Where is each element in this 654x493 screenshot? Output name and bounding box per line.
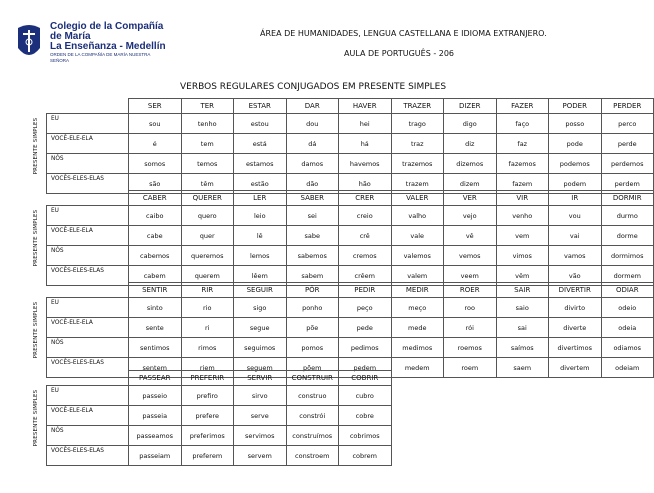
verb-header-cell: COBRIR	[339, 371, 392, 386]
conjugation-cell: passeio	[129, 386, 182, 406]
conjugation-cell: cobre	[339, 406, 392, 426]
conjugation-cell: cabe	[129, 226, 182, 246]
conjugation-cell: crê	[339, 226, 392, 246]
pronoun-label: VOCÊS-ELES-ELAS	[47, 446, 129, 466]
conjugation-cell: lê	[234, 226, 287, 246]
tense-side-label	[26, 296, 46, 364]
conjugation-cell: crêem	[339, 266, 392, 286]
conjugation-cell: lêem	[234, 266, 287, 286]
verb-header-cell: DIVERTIR	[549, 283, 602, 298]
conjugation-cell: medem	[391, 358, 444, 378]
conjugation-cell: divertem	[549, 358, 602, 378]
conjugation-cell: construímos	[286, 426, 339, 446]
school-logo	[10, 20, 170, 70]
conjugation-cell: têm	[181, 174, 234, 194]
empty-cell	[601, 386, 654, 406]
conjugation-cell: cubro	[339, 386, 392, 406]
conjugation-cell: dão	[286, 174, 339, 194]
conjugation-cell: podem	[549, 174, 602, 194]
empty-cell	[549, 371, 602, 386]
header-blank-cell	[47, 191, 129, 206]
conjugation-cell: vamos	[549, 246, 602, 266]
conjugation-cell: preferimos	[181, 426, 234, 446]
logo-line-1: Colegio de la Compañía de María	[50, 21, 164, 42]
conjugation-cell: dorme	[601, 226, 654, 246]
table-row	[47, 206, 654, 226]
conjugation-cell: é	[129, 134, 182, 154]
empty-cell	[496, 406, 549, 426]
conjugation-cell: sentimos	[129, 338, 182, 358]
conjugation-cell: odeio	[601, 298, 654, 318]
verb-header-cell: FAZER	[496, 99, 549, 114]
verb-header-cell: ODIAR	[601, 283, 654, 298]
verb-header-cell: TER	[181, 99, 234, 114]
verb-header-cell: SAIR	[496, 283, 549, 298]
conjugation-cell: hei	[339, 114, 392, 134]
conjugation-cell: podemos	[549, 154, 602, 174]
conjugation-cell: odeiam	[601, 358, 654, 378]
conjugation-cell: trago	[391, 114, 444, 134]
verb-header-cell: PODER	[549, 99, 602, 114]
pronoun-label: VOCÊ-ELE-ELA	[47, 134, 129, 154]
conjugation-cell: pode	[549, 134, 602, 154]
conjugation-table	[46, 98, 654, 194]
class-heading: AULA DE PORTUGUÊS - 206	[344, 49, 455, 58]
conjugation-cell: dizem	[444, 174, 497, 194]
verb-header-cell: PREFERIR	[181, 371, 234, 386]
conjugation-cell: são	[129, 174, 182, 194]
conjugation-cell: temos	[181, 154, 234, 174]
conjugation-cell: roo	[444, 298, 497, 318]
table-row	[47, 246, 654, 266]
verb-header-cell: VIR	[496, 191, 549, 206]
conjugation-cell: vale	[391, 226, 444, 246]
conjugation-cell: caibo	[129, 206, 182, 226]
conjugation-cell: pede	[339, 318, 392, 338]
verb-header-row	[47, 191, 654, 206]
conjugation-cell: serve	[234, 406, 287, 426]
empty-cell	[601, 446, 654, 466]
conjugation-cell: saio	[496, 298, 549, 318]
conjugation-cell: sente	[129, 318, 182, 338]
conjugation-cell: venho	[496, 206, 549, 226]
empty-cell	[549, 426, 602, 446]
header-blank-cell	[47, 99, 129, 114]
area-heading: ÁREA DE HUMANIDADES, LENGUA CASTELLANA E IDIOMA EXTRANJERO.	[260, 29, 547, 38]
verb-header-cell: DAR	[286, 99, 339, 114]
conjugation-cell: seguimos	[234, 338, 287, 358]
table-row	[47, 114, 654, 134]
conjugation-cell: está	[234, 134, 287, 154]
conjugation-cell: quero	[181, 206, 234, 226]
verb-header-cell: RIR	[181, 283, 234, 298]
conjugation-cell: perdem	[601, 174, 654, 194]
empty-cell	[391, 386, 444, 406]
verb-header-cell: TRAZER	[391, 99, 444, 114]
conjugation-cell: sai	[496, 318, 549, 338]
conjugation-cell: somos	[129, 154, 182, 174]
empty-cell	[444, 406, 497, 426]
header-blank-cell	[47, 283, 129, 298]
verb-header-row	[47, 283, 654, 298]
conjugation-cell: cobrem	[339, 446, 392, 466]
conjugation-cell: queremos	[181, 246, 234, 266]
conjugation-cell: trazemos	[391, 154, 444, 174]
verb-header-cell: MEDIR	[391, 283, 444, 298]
conjugation-cell: perco	[601, 114, 654, 134]
empty-cell	[496, 446, 549, 466]
empty-cell	[391, 446, 444, 466]
pronoun-label: NÓS	[47, 426, 129, 446]
conjugation-cell: vêm	[496, 266, 549, 286]
conjugation-cell: pedem	[339, 358, 392, 378]
conjugation-cell: sou	[129, 114, 182, 134]
conjugation-cell: posso	[549, 114, 602, 134]
verb-header-cell: ESTAR	[234, 99, 287, 114]
verb-header-cell: VALER	[391, 191, 444, 206]
verb-header-cell: CONSTRUIR	[286, 371, 339, 386]
verb-table-block	[46, 98, 654, 194]
conjugation-cell: fazem	[496, 174, 549, 194]
verb-header-cell: QUERER	[181, 191, 234, 206]
conjugation-table	[46, 190, 654, 286]
pronoun-label: EU	[47, 386, 129, 406]
conjugation-cell: prefere	[181, 406, 234, 426]
pronoun-label: EU	[47, 206, 129, 226]
conjugation-cell: cabem	[129, 266, 182, 286]
conjugation-cell: vem	[496, 226, 549, 246]
conjugation-cell: tem	[181, 134, 234, 154]
verb-header-cell: HAVER	[339, 99, 392, 114]
conjugation-cell: valho	[391, 206, 444, 226]
conjugation-cell: servem	[234, 446, 287, 466]
conjugation-cell: valemos	[391, 246, 444, 266]
conjugation-cell: servimos	[234, 426, 287, 446]
verb-header-cell: SENTIR	[129, 283, 182, 298]
conjugation-cell: há	[339, 134, 392, 154]
empty-cell	[391, 426, 444, 446]
conjugation-cell: sinto	[129, 298, 182, 318]
conjugation-cell: sentem	[129, 358, 182, 378]
verb-header-row	[47, 371, 654, 386]
empty-cell	[444, 446, 497, 466]
conjugation-cell: estou	[234, 114, 287, 134]
empty-cell	[391, 406, 444, 426]
conjugation-cell: rio	[181, 298, 234, 318]
empty-cell	[549, 446, 602, 466]
pronoun-label: VOCÊ-ELE-ELA	[47, 318, 129, 338]
conjugation-cell: constrói	[286, 406, 339, 426]
conjugation-cell: veem	[444, 266, 497, 286]
tense-side-text: PRESENTE SIMPLES	[33, 209, 39, 267]
empty-cell	[601, 406, 654, 426]
conjugation-cell: damos	[286, 154, 339, 174]
conjugation-cell: rói	[444, 318, 497, 338]
conjugation-cell: digo	[444, 114, 497, 134]
page-title: VERBOS REGULARES CONJUGADOS EM PRESENTE SIMPLES	[180, 82, 447, 92]
conjugation-cell: dá	[286, 134, 339, 154]
conjugation-cell: preferem	[181, 446, 234, 466]
tense-side-text: PRESENTE SIMPLES	[33, 389, 39, 447]
conjugation-cell: segue	[234, 318, 287, 338]
conjugation-cell: leio	[234, 206, 287, 226]
conjugation-cell: divertimos	[549, 338, 602, 358]
pronoun-label: VOCÊ-ELE-ELA	[47, 226, 129, 246]
conjugation-cell: vimos	[496, 246, 549, 266]
conjugation-cell: estão	[234, 174, 287, 194]
conjugation-cell: roem	[444, 358, 497, 378]
conjugation-cell: rimos	[181, 338, 234, 358]
conjugation-cell: sabem	[286, 266, 339, 286]
verb-table-block	[46, 190, 654, 286]
conjugation-cell: faz	[496, 134, 549, 154]
conjugation-cell: cremos	[339, 246, 392, 266]
pronoun-label: NÓS	[47, 154, 129, 174]
conjugation-cell: odeia	[601, 318, 654, 338]
conjugation-cell: hão	[339, 174, 392, 194]
verb-header-cell: PERDER	[601, 99, 654, 114]
table-row	[47, 154, 654, 174]
conjugation-cell: dormimos	[601, 246, 654, 266]
logo-line-3: ORDEN DE LA COMPAÑÍA DE MARÍA NUESTRA SEÑORA	[50, 52, 151, 63]
conjugation-cell: estamos	[234, 154, 287, 174]
conjugation-cell: odiamos	[601, 338, 654, 358]
conjugation-cell: mede	[391, 318, 444, 338]
verb-header-row	[47, 99, 654, 114]
pronoun-label: VOCÊS-ELES-ELAS	[47, 174, 129, 194]
conjugation-cell: dormem	[601, 266, 654, 286]
conjugation-cell: divirto	[549, 298, 602, 318]
conjugation-cell: durmo	[601, 206, 654, 226]
pronoun-label: VOCÊS-ELES-ELAS	[47, 358, 129, 378]
tense-side-label	[26, 112, 46, 180]
verb-table-block	[46, 282, 654, 378]
conjugation-table	[46, 370, 654, 466]
table-row	[47, 446, 654, 466]
verb-header-cell: VER	[444, 191, 497, 206]
empty-cell	[549, 386, 602, 406]
empty-cell	[391, 371, 444, 386]
conjugation-cell: vão	[549, 266, 602, 286]
empty-cell	[601, 371, 654, 386]
verb-table-block	[46, 370, 654, 466]
conjugation-table	[46, 282, 654, 378]
conjugation-cell: lemos	[234, 246, 287, 266]
verb-header-cell: PASSEAR	[129, 371, 182, 386]
pronoun-label: NÓS	[47, 338, 129, 358]
conjugation-cell: sigo	[234, 298, 287, 318]
conjugation-cell: tenho	[181, 114, 234, 134]
conjugation-cell: sirvo	[234, 386, 287, 406]
conjugation-cell: constroem	[286, 446, 339, 466]
tense-side-label	[26, 384, 46, 452]
logo-line-2: La Enseñanza - Medellín	[50, 41, 166, 52]
conjugation-cell: peço	[339, 298, 392, 318]
conjugation-cell: medimos	[391, 338, 444, 358]
tense-side-label	[26, 204, 46, 272]
conjugation-cell: fazemos	[496, 154, 549, 174]
conjugation-cell: construo	[286, 386, 339, 406]
conjugation-cell: riem	[181, 358, 234, 378]
conjugation-cell: pomos	[286, 338, 339, 358]
header-blank-cell	[47, 371, 129, 386]
verb-header-cell: DIZER	[444, 99, 497, 114]
conjugation-cell: saem	[496, 358, 549, 378]
conjugation-cell: valem	[391, 266, 444, 286]
conjugation-cell: diverte	[549, 318, 602, 338]
empty-cell	[496, 386, 549, 406]
conjugation-cell: ponho	[286, 298, 339, 318]
empty-cell	[496, 426, 549, 446]
pronoun-label: EU	[47, 298, 129, 318]
conjugation-cell: perde	[601, 134, 654, 154]
table-row	[47, 134, 654, 154]
conjugation-cell: dou	[286, 114, 339, 134]
conjugation-cell: querem	[181, 266, 234, 286]
verb-header-cell: PÔR	[286, 283, 339, 298]
crest-icon	[14, 22, 44, 66]
conjugation-cell: põe	[286, 318, 339, 338]
table-row	[47, 406, 654, 426]
conjugation-cell: prefiro	[181, 386, 234, 406]
pronoun-label: VOCÊS-ELES-ELAS	[47, 266, 129, 286]
conjugation-cell: põem	[286, 358, 339, 378]
conjugation-cell: passeia	[129, 406, 182, 426]
conjugation-cell: roemos	[444, 338, 497, 358]
conjugation-cell: traz	[391, 134, 444, 154]
verb-header-cell: CABER	[129, 191, 182, 206]
conjugation-cell: ri	[181, 318, 234, 338]
conjugation-cell: sabemos	[286, 246, 339, 266]
conjugation-cell: cabemos	[129, 246, 182, 266]
conjugation-cell: sabe	[286, 226, 339, 246]
conjugation-cell: vou	[549, 206, 602, 226]
empty-cell	[444, 371, 497, 386]
verb-header-cell: PEDIR	[339, 283, 392, 298]
tense-side-text: PRESENTE SIMPLES	[33, 301, 39, 359]
conjugation-cell: meço	[391, 298, 444, 318]
pronoun-label: VOCÊ-ELE-ELA	[47, 406, 129, 426]
conjugation-cell: trazem	[391, 174, 444, 194]
verb-header-cell: SER	[129, 99, 182, 114]
tense-side-text: PRESENTE SIMPLES	[33, 117, 39, 175]
conjugation-cell: perdemos	[601, 154, 654, 174]
conjugation-cell: faço	[496, 114, 549, 134]
table-row	[47, 226, 654, 246]
conjugation-cell: passeamos	[129, 426, 182, 446]
conjugation-cell: pedimos	[339, 338, 392, 358]
empty-cell	[496, 371, 549, 386]
conjugation-cell: dizemos	[444, 154, 497, 174]
verb-header-cell: ROER	[444, 283, 497, 298]
conjugation-cell: saímos	[496, 338, 549, 358]
conjugation-cell: diz	[444, 134, 497, 154]
conjugation-cell: vejo	[444, 206, 497, 226]
verb-header-cell: LER	[234, 191, 287, 206]
conjugation-cell: vai	[549, 226, 602, 246]
verb-header-cell: SERVIR	[234, 371, 287, 386]
conjugation-cell: passeiam	[129, 446, 182, 466]
empty-cell	[444, 386, 497, 406]
table-row	[47, 426, 654, 446]
conjugation-cell: quer	[181, 226, 234, 246]
verb-header-cell: CRER	[339, 191, 392, 206]
conjugation-cell: cobrimos	[339, 426, 392, 446]
empty-cell	[549, 406, 602, 426]
conjugation-cell: vemos	[444, 246, 497, 266]
pronoun-label: EU	[47, 114, 129, 134]
table-row	[47, 386, 654, 406]
table-row	[47, 318, 654, 338]
pronoun-label: NÓS	[47, 246, 129, 266]
verb-header-cell: SABER	[286, 191, 339, 206]
verb-header-cell: SEGUIR	[234, 283, 287, 298]
verb-header-cell: DORMIR	[601, 191, 654, 206]
empty-cell	[444, 426, 497, 446]
empty-cell	[601, 426, 654, 446]
conjugation-cell: havemos	[339, 154, 392, 174]
conjugation-cell: creio	[339, 206, 392, 226]
table-row	[47, 298, 654, 318]
conjugation-cell: seguem	[234, 358, 287, 378]
verb-header-cell: IR	[549, 191, 602, 206]
conjugation-cell: sei	[286, 206, 339, 226]
table-row	[47, 338, 654, 358]
conjugation-cell: vê	[444, 226, 497, 246]
